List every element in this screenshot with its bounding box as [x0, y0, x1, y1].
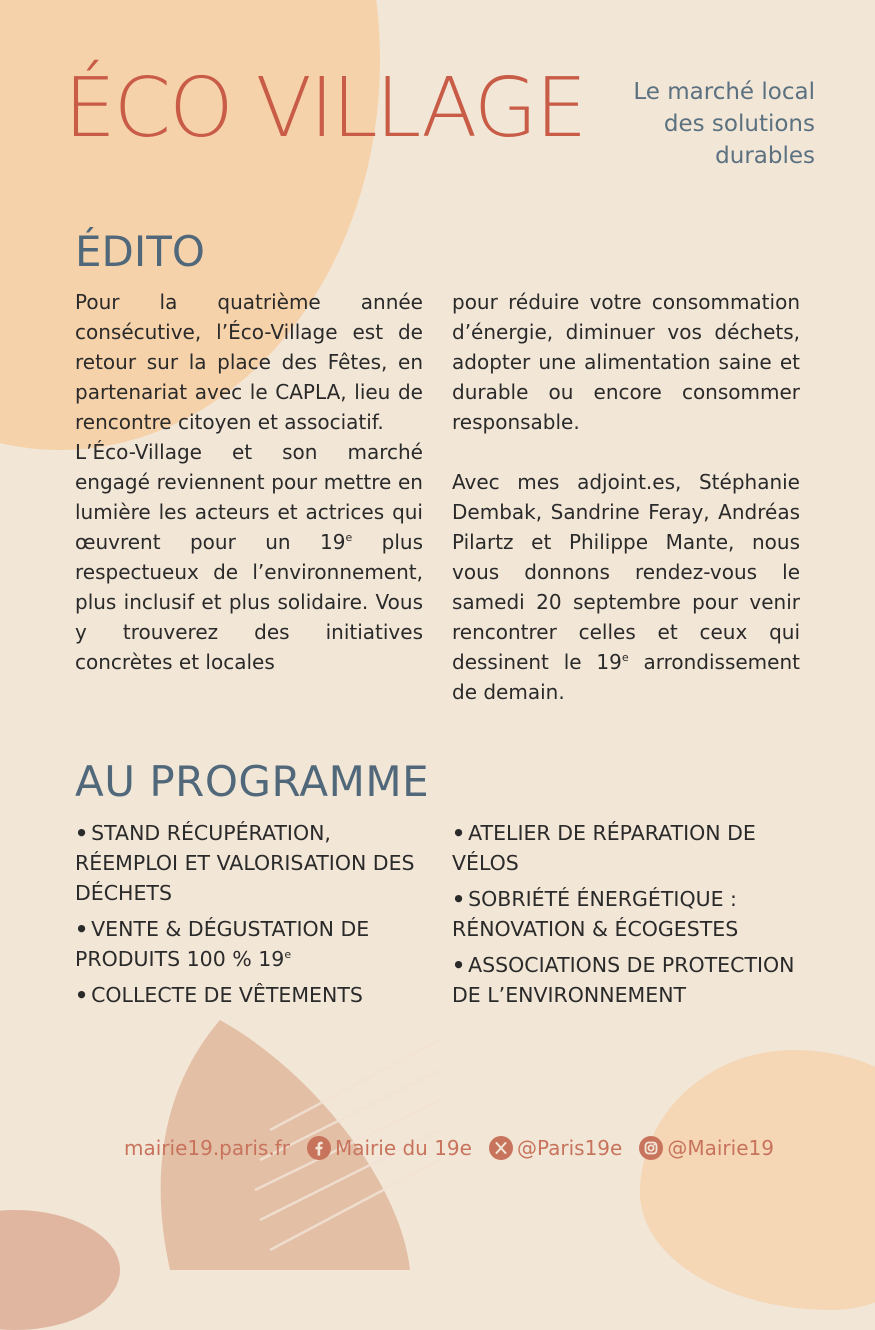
programme-item: • VENTE & DÉGUSTATION DE PRODUITS 100 % 19e	[75, 917, 370, 971]
edito-heading: ÉDITO	[75, 227, 205, 276]
instagram-link[interactable]: @Mairie19	[639, 1136, 774, 1160]
programme-item: • COLLECTE DE VÊTEMENTS	[75, 983, 363, 1007]
facebook-icon	[307, 1136, 331, 1160]
programme-item: • ASSOCIATIONS DE PROTECTION DE L’ENVIRONNEMENT	[452, 953, 795, 1007]
footer-links	[124, 1136, 791, 1160]
tagline: Le marché local des solutions durables	[633, 79, 815, 169]
edito-paragraph: L’Éco-Village et son marché engagé reviennent pour mettre en lumière les acteurs et actrices qui œuvrent pour un 19e plus respectueux de l’environnement, plus inclusif et plus solidaire. Vous y trouverez des initiatives concrètes et locales	[75, 440, 423, 674]
edito-paragraph: Pour la quatrième année consécutive, l’Éco-Village est de retour sur la place des Fêtes, en partenariat avec le CAPLA, lieu de rencontre citoyen et associatif.	[75, 290, 423, 434]
edito-paragraph: Avec mes adjoint.es, Stéphanie Dembak, Sandrine Feray, Andréas Pilartz et Philippe Mante, nous vous donnons rendez-vous le samedi 20 septembre pour venir rencontrer celles et ceux qui dessinent le 19e arrondissement de demain.	[452, 470, 800, 704]
facebook-link[interactable]: Mairie du 19e	[307, 1136, 472, 1160]
programme-heading: AU PROGRAMME	[75, 757, 430, 806]
edito-column-right	[452, 287, 800, 707]
website-link[interactable]: mairie19.paris.fr	[124, 1136, 290, 1160]
page-title: ÉCO VILLAGE	[64, 61, 586, 156]
x-icon	[489, 1136, 513, 1160]
background-blob-bottom-left	[0, 1210, 120, 1330]
edito-paragraph: pour réduire votre consommation d’énergie, diminuer vos déchets, adopter une alimentation saine et durable ou encore consommer responsable.	[452, 290, 800, 434]
programme-item: • ATELIER DE RÉPARATION DE VÉLOS	[452, 821, 756, 875]
programme-item: • SOBRIÉTÉ ÉNERGÉTIQUE : RÉNOVATION & ÉCOGESTES	[452, 887, 739, 941]
paragraph-gap	[452, 437, 800, 467]
background-blob-bottom-right	[640, 1050, 875, 1310]
programme-column-left	[75, 818, 435, 1016]
instagram-icon	[639, 1136, 663, 1160]
programme-column-right	[452, 818, 812, 1016]
edito-column-left	[75, 287, 423, 677]
programme-item: • STAND RÉCUPÉRATION, RÉEMPLOI ET VALORISATION DES DÉCHETS	[75, 821, 415, 905]
x-link[interactable]: @Paris19e	[489, 1136, 622, 1160]
